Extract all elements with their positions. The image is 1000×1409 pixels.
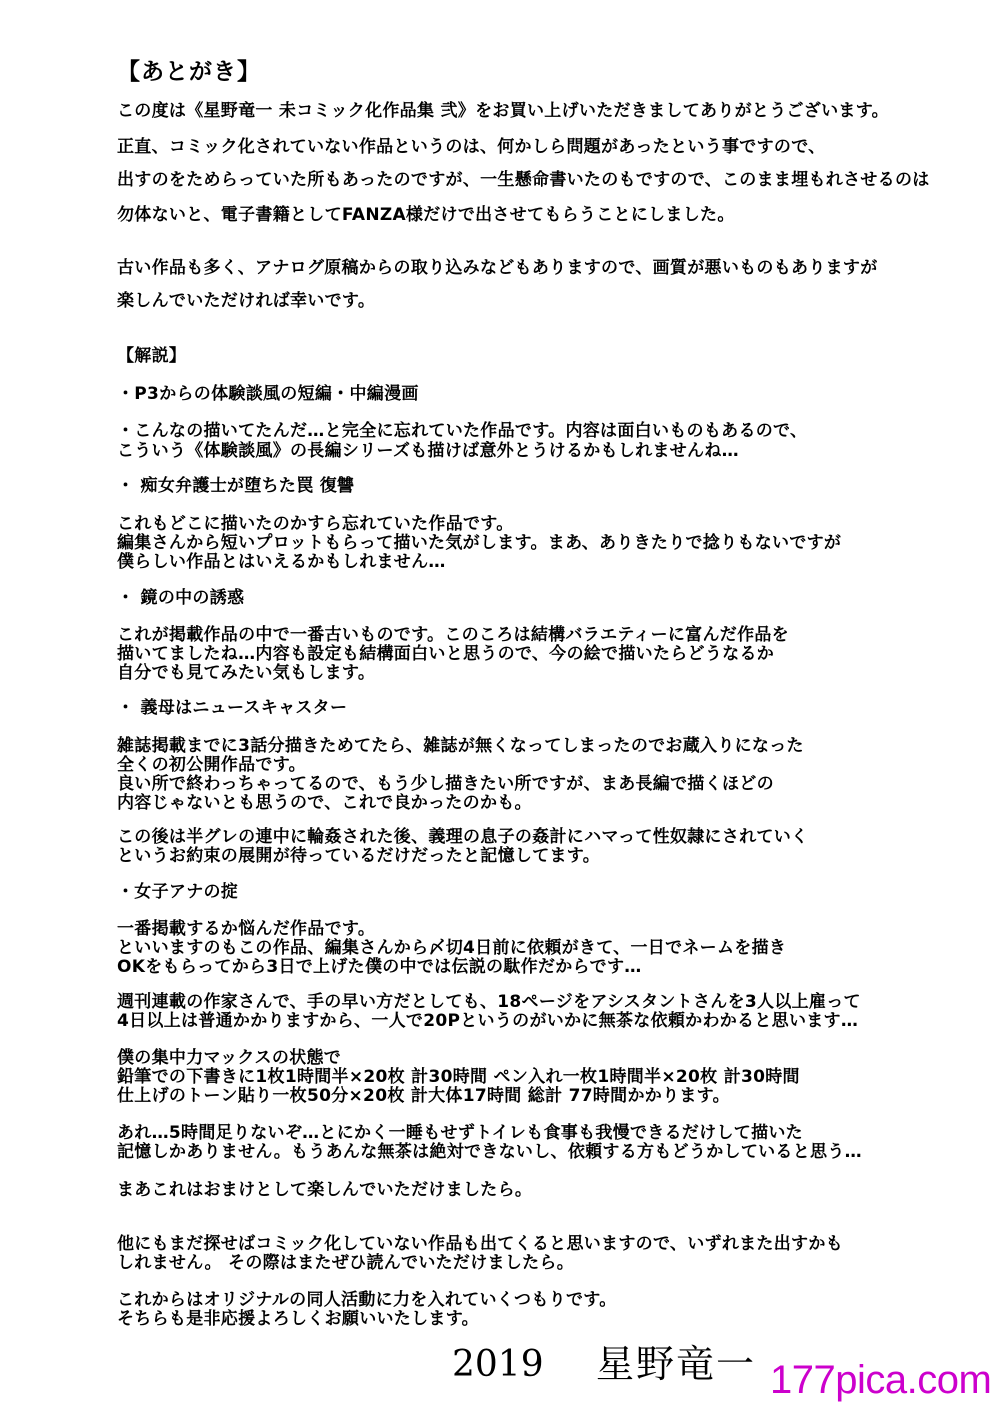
section-line: 鉛筆での下書きに1枚1時間半×20枚 計30時間 ペン入れ一枚1時間半×20枚 計30時間 — [117, 1067, 800, 1087]
section-line: 自分でも見てみたい気もします。 — [117, 663, 376, 683]
intro-line: 正直、コミック化されていない作品というのは、何かしら問題があったという事ですので、 — [117, 137, 826, 157]
watermark-text: 177pica.com — [770, 1358, 992, 1402]
section-line: OKをもらってから3日で上げた僕の中では伝説の駄作だからです… — [117, 957, 642, 977]
section-line: あれ…5時間足りないぞ…とにかく一睡もせずトイレも食事も我慢できるだけして描いた — [117, 1123, 803, 1143]
signature-name: 星野竜一 — [596, 1342, 757, 1386]
section-line: ・こんなの描いてたんだ…と完全に忘れていた作品です。内容は面白いものもあるので、 — [117, 421, 808, 441]
section-line: 僕らしい作品とはいえるかもしれません… — [117, 552, 446, 572]
section-line: 記憶しかありません。もうあんな無茶は絶対できないし、依頼する方もどうかしていると思う… — [117, 1142, 862, 1162]
intro-line: この度は《星野竜一 未コミック化作品集 弐》をお買い上げいただきましてありがとうございます。 — [117, 101, 889, 121]
section-line: 全くの初公開作品です。 — [117, 755, 306, 775]
page-title: 【あとがき】 — [117, 59, 261, 85]
section-line: こういう《体験談風》の長編シリーズも描けば意外とうけるかもしれませんね… — [117, 441, 739, 461]
section-line: といいますのもこの作品、編集さんから〆切4日前に依頼がきて、一日でネームを描き — [117, 938, 787, 958]
intro-line: 楽しんでいただければ幸いです。 — [117, 291, 376, 311]
intro-line: 出すのをためらっていた所もあったのですが、一生懸命書いたのもですので、このまま埋もれさせるのは — [117, 170, 930, 190]
section-line: 僕の集中力マックスの状態で — [117, 1048, 342, 1068]
intro-line: 勿体ないと、電子書籍としてFANZA様だけで出させてもらうことにしました。 — [117, 205, 735, 225]
section-heading: ・女子アナの掟 — [117, 882, 239, 902]
section-line: これもどこに描いたのかすら忘れていた作品です。 — [117, 514, 514, 534]
intro-line: 古い作品も多く、アナログ原稿からの取り込みなどもありますので、画質が悪いものもありますが — [117, 258, 878, 278]
commentary-heading: 【解説】 — [117, 346, 187, 366]
signature-year: 2019 — [452, 1344, 544, 1385]
section-line: というお約束の展開が待っているだけだったと記憶してます。 — [117, 846, 601, 866]
section-heading: ・ 痴女弁護士が堕ちた罠 復讐 — [117, 476, 355, 496]
section-heading: ・P3からの体験談風の短編・中編漫画 — [117, 384, 419, 404]
section-heading: ・ 義母はニュースキャスター — [117, 698, 348, 718]
section-line: 週刊連載の作家さんで、手の早い方だとしても、18ページをアシスタントさんを3人以上雇って — [117, 992, 861, 1012]
section-line: この後は半グレの連中に輪姦された後、義理の息子の姦計にハマって性奴隷にされていく — [117, 827, 809, 847]
section-line: 4日以上は普通かかりますから、一人で20Pというのがいかに無茶な依頼かわかると思います… — [117, 1011, 859, 1031]
section-line: 雑誌掲載までに3話分描きためてたら、雑誌が無くなってしまったのでお蔵入りになった — [117, 736, 804, 756]
section-line: 一番掲載するか悩んだ作品です。 — [117, 919, 376, 939]
section-line: 内容じゃないとも思うので、これで良かったのかも。 — [117, 793, 532, 813]
section-line: まあこれはおまけとして楽しんでいただけましたら。 — [117, 1180, 533, 1200]
section-line: 良い所で終わっちゃってるので、もう少し描きたい所ですが、まあ長編で描くほどの — [117, 774, 774, 794]
closing-line: 他にもまだ探せばコミック化していない作品も出てくると思いますので、いずれまた出すかも — [117, 1234, 843, 1254]
closing-line: そちらも是非応援よろしくお願いいたします。 — [117, 1309, 479, 1329]
section-line: 編集さんから短いプロットもらって描いた気がします。まあ、ありきたりで捻りもないですが — [117, 533, 842, 553]
section-line: これが掲載作品の中で一番古いものです。このころは結構バラエティーに富んだ作品を — [117, 625, 789, 645]
closing-line: しれません。 その際はまたぜひ読んでいただけましたら。 — [117, 1253, 575, 1273]
section-line: 描いてましたね…内容も設定も結構面白いと思うので、今の絵で描いたらどうなるか — [117, 644, 775, 664]
section-heading: ・ 鏡の中の誘惑 — [117, 588, 245, 608]
closing-line: これからはオリジナルの同人活動に力を入れていくつもりです。 — [117, 1290, 617, 1310]
section-line: 仕上げのトーン貼り一枚50分×20枚 計大体17時間 総計 77時間かかります。 — [117, 1086, 730, 1106]
